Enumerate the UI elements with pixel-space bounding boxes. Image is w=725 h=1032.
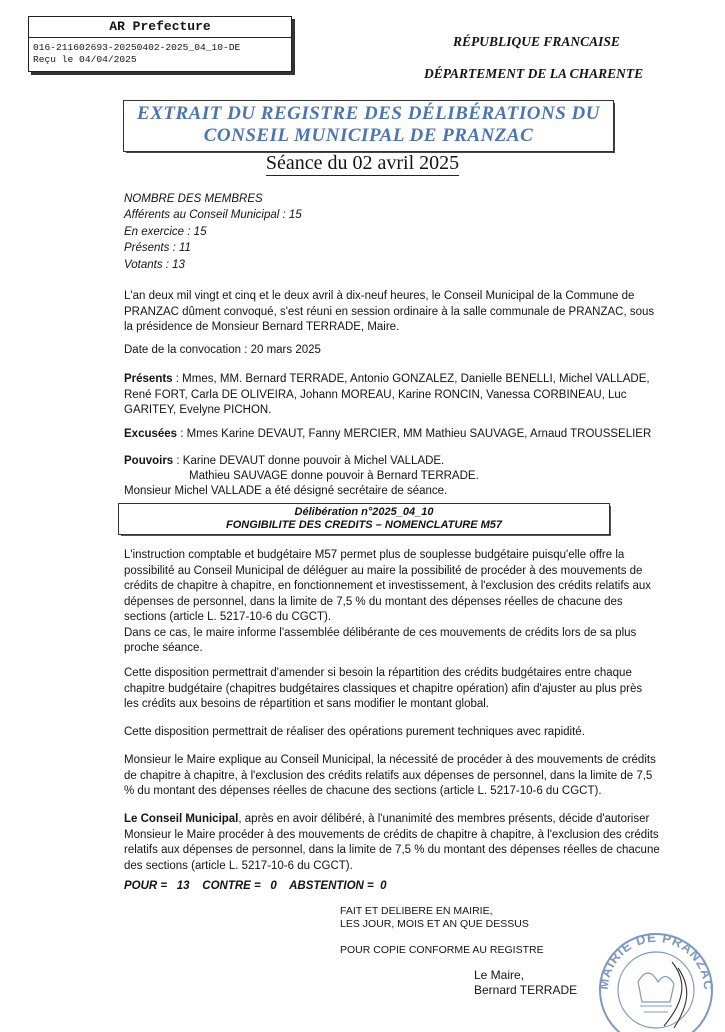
closing-line1: FAIT ET DELIBERE EN MAIRIE, xyxy=(340,905,493,917)
seance-date-text: Séance du 02 avril 2025 xyxy=(265,152,460,174)
header-republique: RÉPUBLIQUE FRANCAISE xyxy=(453,34,620,49)
signature-name: Bernard TERRADE xyxy=(474,983,578,997)
presents-label: Présents xyxy=(124,373,173,385)
deliberation-number: Délibération n°2025_04_10 xyxy=(294,506,434,518)
body-paragraph-5 xyxy=(124,812,660,874)
pouvoirs-label: Pouvoirs xyxy=(124,455,174,467)
signature-title: Le Maire, xyxy=(474,968,525,982)
svg-text:MAIRIE DE PRANZAC xyxy=(596,930,716,991)
vote-result: POUR = 13 CONTRE = 0 ABSTENTION = 0 xyxy=(124,880,387,892)
excusees-paragraph xyxy=(124,427,652,443)
presents-line: : Mmes, MM. Bernard TERRADE, Antonio GONZALEZ, Danielle BENELLI, Michel VALLADE, xyxy=(172,373,650,385)
pouvoirs-text: : Karine DEVAUT donne pouvoir à Michel VALLADE. xyxy=(173,455,445,467)
intro-line: la présidence de Monsieur Bernard TERRADE, Maire. xyxy=(124,321,400,333)
body-line: % du montant des dépenses réelles de chacune des sections (article L. 5217-10-6 du CGCT). xyxy=(124,785,602,797)
body-line: L'instruction comptable et budgétaire M57 permet plus de souplesse budgétaire puisqu'elle offre la xyxy=(124,549,625,561)
body-line: Monsieur le Maire procéder à des mouvements de crédits de chapitre à chapitre, à l'exclusion des crédits xyxy=(124,828,659,841)
body-line: possibilité au Conseil Municipal de déléguer au maire la possibilité de procéder à des mouvements de xyxy=(124,564,643,577)
members-votants: Votants : 13 xyxy=(124,259,185,271)
closing-line3: POUR COPIE CONFORME AU REGISTRE xyxy=(340,944,544,956)
excusees-text: : Mmes Karine DEVAUT, Fanny MERCIER, MM Mathieu SAUVAGE, Arnaud TROUSSELIER xyxy=(177,428,652,440)
intro-line: PRANZAC dûment convoqué, s'est réuni en session ordinaire à la salle communale de PRANZAC, sous xyxy=(124,305,655,318)
intro-paragraph xyxy=(124,289,655,336)
stamp-received-date: Reçu le 04/04/2025 xyxy=(33,54,137,65)
body-paragraph-4 xyxy=(124,753,656,800)
members-presents: Présents : 11 xyxy=(124,242,191,254)
body-paragraph-3: Cette disposition permettrait de réaliser des opérations purement techniques avec rapidité. xyxy=(124,726,585,738)
members-heading: NOMBRE DES MEMBRES xyxy=(124,193,263,205)
header-departement: DÉPARTEMENT DE LA CHARENTE xyxy=(424,66,644,81)
presents-line: GARITEY, Evelyne PICHON. xyxy=(124,404,272,416)
intro-line: L'an deux mil vingt et cinq et le deux avril à dix-neuf heures, le Conseil Municipal de la Commune de xyxy=(124,290,635,302)
body-paragraph-1 xyxy=(124,548,651,657)
members-exercice: En exercice : 15 xyxy=(124,226,207,238)
body-line: Cette disposition permettrait d'amender si besoin la répartition des crédits budgétaires entre chaque xyxy=(124,667,632,679)
secretaire-line: Monsieur Michel VALLADE a été désigné secrétaire de séance. xyxy=(124,485,448,497)
deliberation-box xyxy=(118,503,610,535)
conseil-label: Le Conseil Municipal xyxy=(124,813,239,825)
body-line: , après en avoir délibéré, à l'unanimité des membres présents, décide d'autoriser xyxy=(238,813,650,825)
excusees-label: Excusées xyxy=(124,428,178,440)
body-line: crédits de chapitre à chapitre, en fonctionnement et investissement, à l'exclusion des crédits relatifs aux xyxy=(124,580,651,592)
seal-text: MAIRIE DE PRANZAC xyxy=(595,929,717,992)
body-paragraph-2 xyxy=(124,666,643,713)
stamp-divider xyxy=(29,37,291,38)
presents-line: René FORT, Carla DE OLIVEIRA, Johann MOREAU, Karine RONCIN, Vanessa CORBINEAU, Luc xyxy=(124,388,627,401)
body-line: les crédits aux besoins de répartition et sans modifier le montant global. xyxy=(124,698,490,710)
stamp-reference: 016-211602693-20250402-2025_04_10-DE xyxy=(33,42,241,53)
body-line: Dans ce cas, le maire informe l'assemblée délibérante de ces mouvements de crédits lors de sa plus xyxy=(124,626,637,639)
body-line: proche séance. xyxy=(124,642,203,654)
body-line: de chapitre à chapitre, à l'exclusion des crédits relatifs aux dépenses de personnel, dans la limite de 7,5 xyxy=(124,769,653,782)
presents-paragraph xyxy=(124,372,650,419)
prefecture-stamp xyxy=(28,16,292,72)
body-line: sections (article L. 5217-10-6 du CGCT). xyxy=(124,611,332,623)
mairie-seal-icon xyxy=(588,922,720,1032)
body-line: dépenses de personnel, dans la limite de 7,5 % du montant des dépenses réelles de chacune des xyxy=(124,595,623,608)
deliberation-subject: FONGIBILITE DES CREDITS – NOMENCLATURE M57 xyxy=(225,519,503,531)
body-line: chapitre budgétaire (chapitres budgétaires classiques et chapitre opération) afin d'ajuster au plus près xyxy=(124,682,643,695)
register-title-line2: CONSEIL MUNICIPAL DE PRANZAC xyxy=(203,125,534,146)
body-line: relatifs aux dépenses de personnel, dans la limite de 7,5 % du montant des dépenses réelles de chacune xyxy=(124,844,660,856)
members-afferents: Afférents au Conseil Municipal : 15 xyxy=(124,209,302,221)
body-line: Monsieur le Maire explique au Conseil Municipal, la nécessité de procéder à des mouvements de crédits xyxy=(124,754,656,766)
register-title-box xyxy=(123,100,614,152)
stamp-title: AR Prefecture xyxy=(109,19,211,34)
pouvoirs-line1 xyxy=(124,454,608,470)
register-title-line1: EXTRAIT DU REGISTRE DES DÉLIBÉRATIONS DU xyxy=(137,103,600,124)
convocation-date: Date de la convocation : 20 mars 2025 xyxy=(124,344,321,356)
body-line: des sections (article L. 5217-10-6 du CGCT). xyxy=(124,859,353,872)
seance-date xyxy=(0,152,725,175)
closing-line2: LES JOUR, MOIS ET AN QUE DESSUS xyxy=(340,918,529,930)
pouvoirs-line2: Mathieu SAUVAGE donne pouvoir à Bernard TERRADE. xyxy=(189,470,479,482)
